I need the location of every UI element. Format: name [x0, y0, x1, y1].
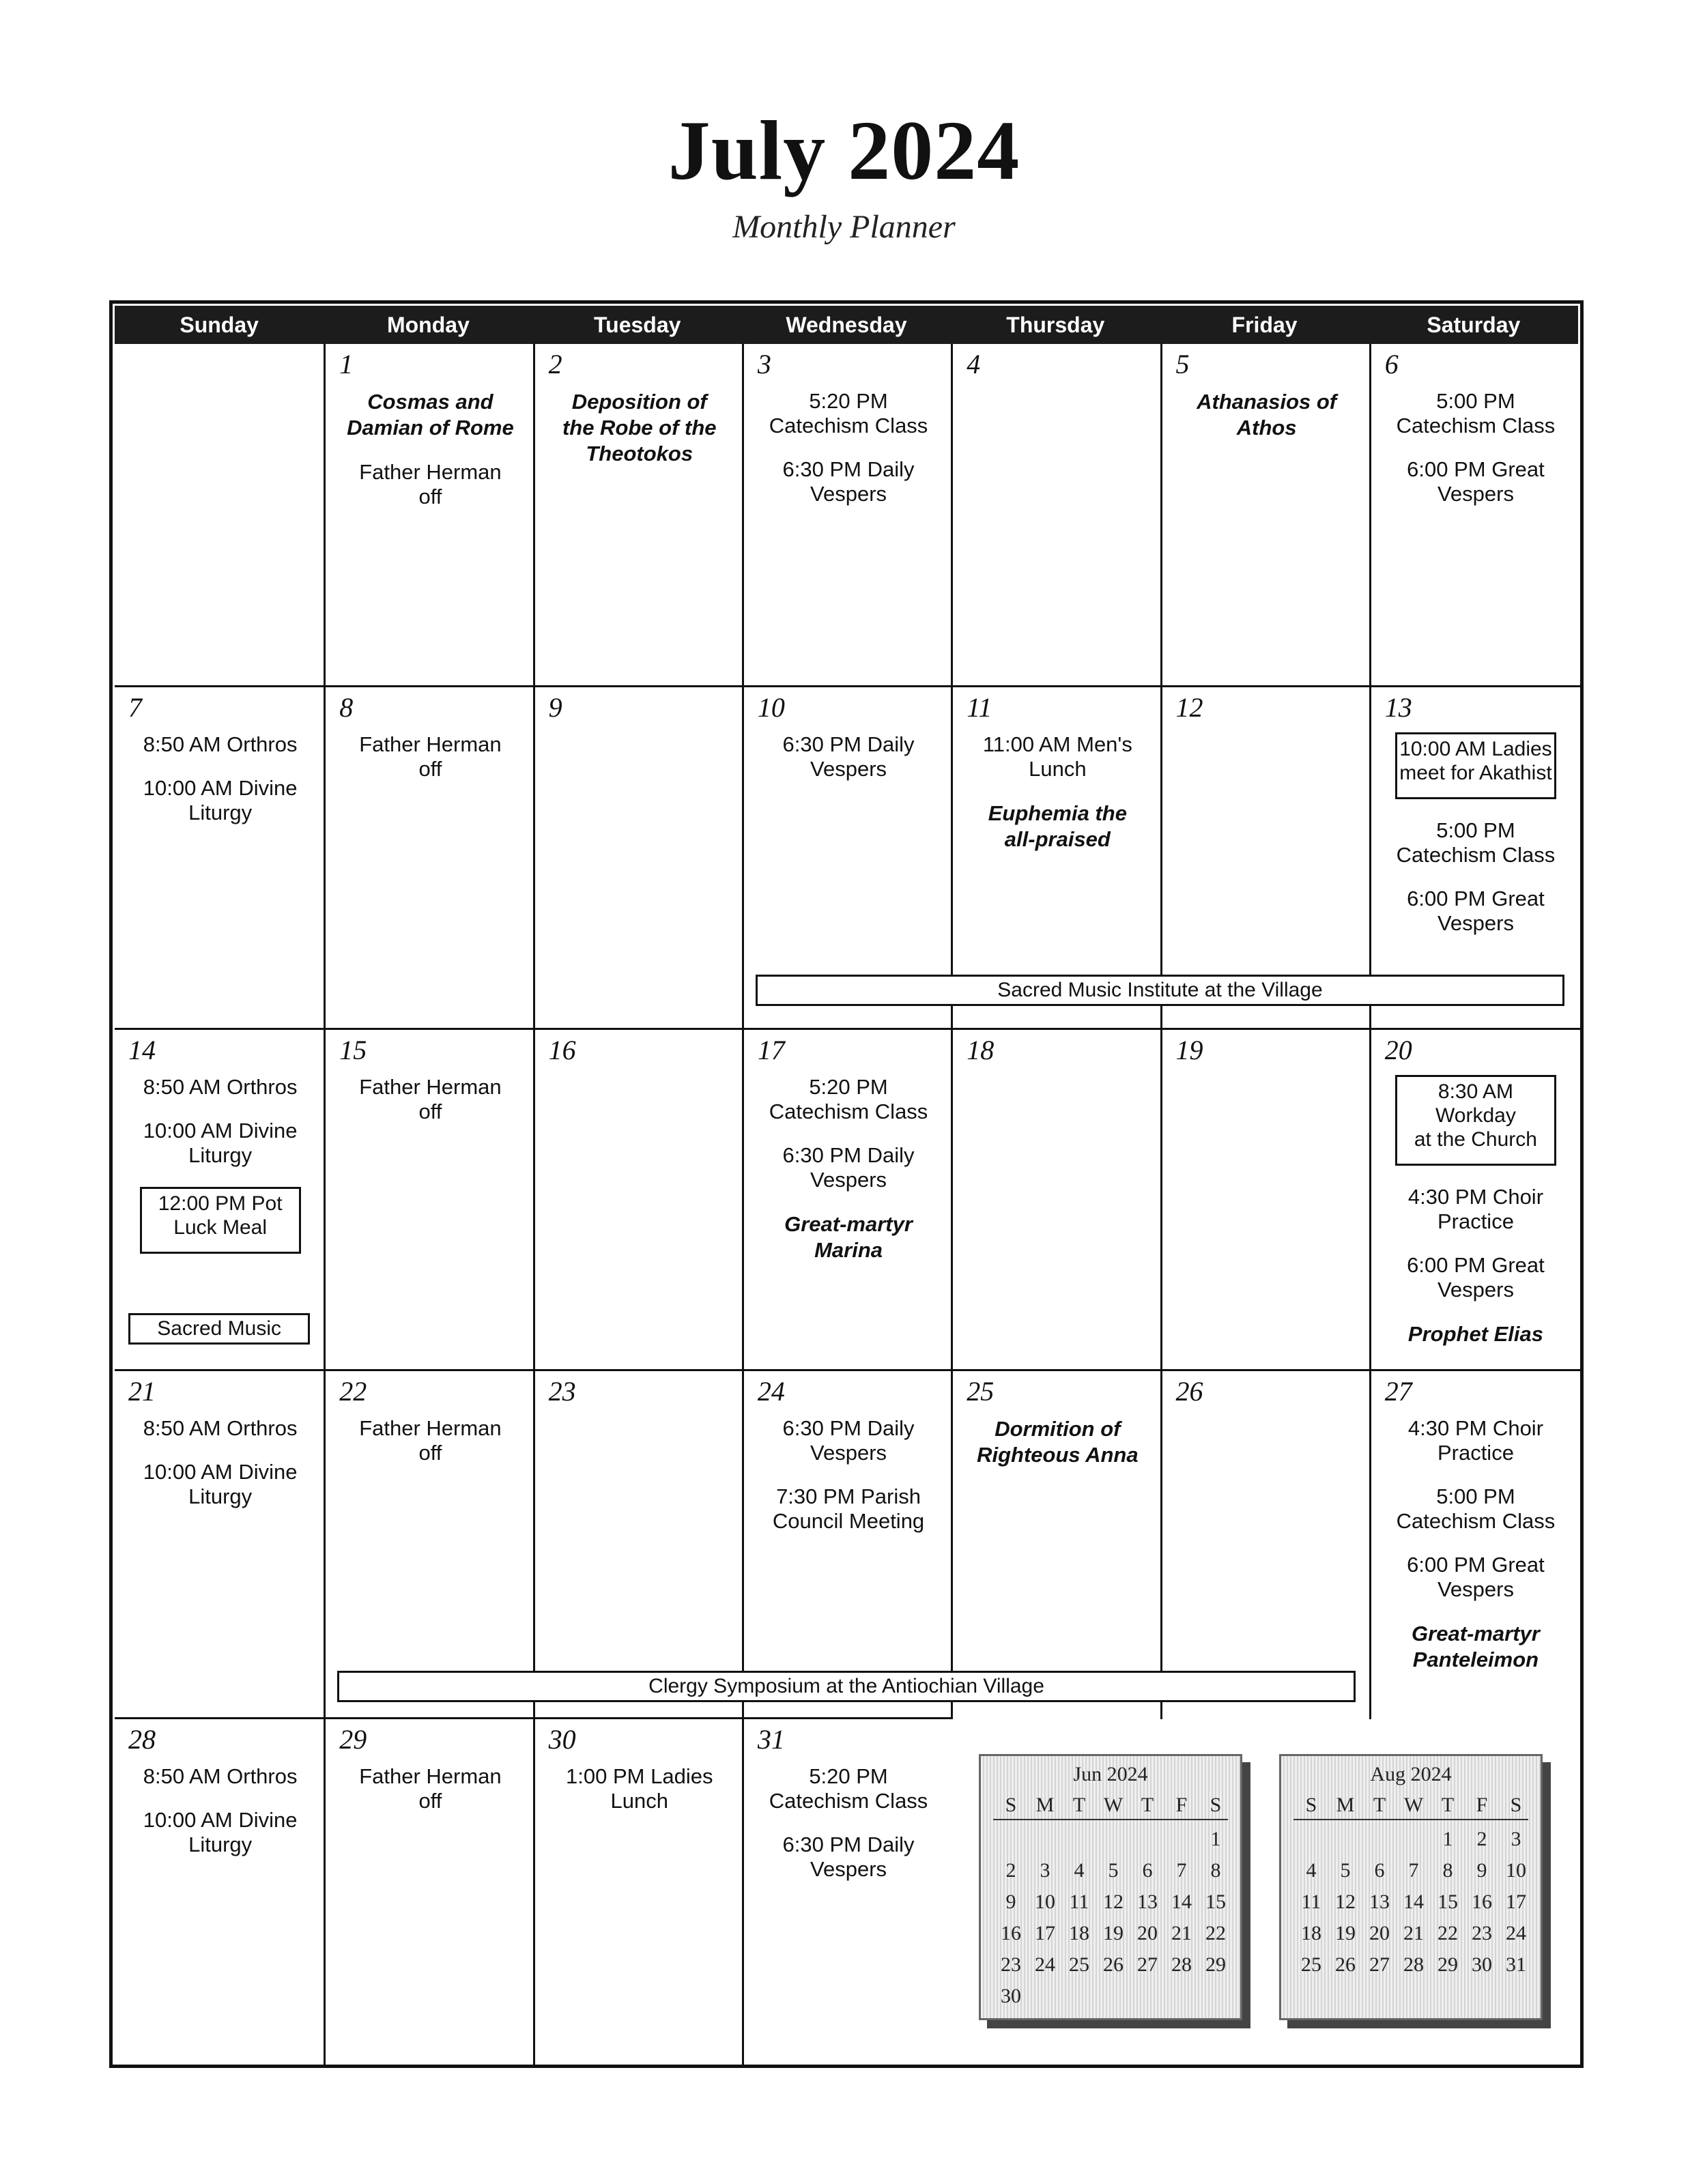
event-entry: 5:00 PM Catechism Class — [1396, 818, 1556, 867]
mini-day: 1 — [1442, 1828, 1453, 1850]
day-cell[interactable] — [324, 685, 534, 1030]
mini-weekday-letter: F — [1175, 1794, 1188, 1816]
mini-day: 20 — [1369, 1922, 1390, 1944]
mini-calendar-row — [1293, 1887, 1528, 1919]
mini-day: 6 — [1374, 1859, 1385, 1882]
day-cell[interactable] — [533, 1028, 744, 1371]
boxed-event: 10:00 AM Ladies meet for Akathist — [1395, 732, 1556, 799]
event-entry: 6:30 PM Daily Vespers — [782, 1833, 915, 1881]
mini-weekday-letter: T — [1441, 1794, 1455, 1816]
mini-calendar-weekdays — [993, 1792, 1228, 1820]
mini-calendar-row — [993, 1824, 1228, 1856]
event-entry: 7:30 PM Parish Council Meeting — [772, 1484, 925, 1533]
mini-day: 6 — [1142, 1859, 1153, 1882]
weekday-header — [115, 306, 1578, 344]
day-number: 8 — [339, 692, 354, 723]
mini-day: 13 — [1137, 1891, 1158, 1913]
event-entry: 10:00 AM Divine Liturgy — [143, 1119, 298, 1167]
day-events — [1377, 1416, 1575, 1692]
feast-day-label: Cosmas and Damian of Rome — [347, 390, 514, 440]
day-cell[interactable] — [115, 344, 326, 687]
mini-weekday-letter: M — [1035, 1794, 1055, 1816]
mini-day: 19 — [1335, 1922, 1356, 1944]
day-cell[interactable] — [1160, 1028, 1371, 1371]
day-events — [749, 1764, 947, 1901]
event-entry: 6:00 PM Great Vespers — [1407, 1553, 1545, 1601]
weekday-friday: Friday — [1231, 313, 1298, 337]
event-entry: 6:00 PM Great Vespers — [1407, 457, 1545, 506]
day-events — [958, 1416, 1156, 1487]
day-number: 28 — [128, 1724, 156, 1755]
mini-day: 2 — [1005, 1859, 1016, 1882]
mini-day: 10 — [1035, 1891, 1055, 1913]
event-entry: 6:30 PM Daily Vespers — [782, 457, 915, 506]
event-entry: 4:30 PM Choir Practice — [1407, 1185, 1544, 1233]
day-number: 20 — [1384, 1035, 1412, 1065]
event-entry: Father Herman off — [359, 460, 502, 508]
day-events — [749, 1075, 947, 1282]
mini-day: 31 — [1506, 1953, 1526, 1976]
event-entry: 8:50 AM Orthros — [143, 1075, 298, 1099]
day-events — [331, 732, 529, 801]
day-events — [331, 389, 529, 528]
mini-day: 3 — [1040, 1859, 1050, 1882]
day-number: 9 — [548, 692, 562, 723]
event-entry: 6:30 PM Daily Vespers — [782, 732, 915, 781]
day-events — [120, 1416, 320, 1528]
mini-day: 27 — [1369, 1953, 1390, 1976]
mini-day: 22 — [1205, 1922, 1226, 1944]
day-cell[interactable] — [533, 1717, 744, 2065]
mini-calendar-row — [1293, 1919, 1528, 1950]
feast-day-label: Euphemia the all-praised — [988, 801, 1127, 851]
mini-calendar — [979, 1754, 1242, 2020]
mini-day: 19 — [1103, 1922, 1124, 1944]
day-number: 13 — [1384, 692, 1412, 723]
day-cell[interactable] — [1369, 1028, 1580, 1371]
day-events — [331, 1764, 529, 1833]
mini-day: 4 — [1306, 1859, 1317, 1882]
day-events — [749, 389, 947, 526]
day-number: 25 — [967, 1376, 995, 1407]
feast-day-label: Great-martyr Marina — [784, 1212, 913, 1262]
mini-day: 11 — [1069, 1891, 1089, 1913]
day-cell[interactable] — [1369, 1369, 1580, 1719]
mini-day: 28 — [1171, 1953, 1192, 1976]
mini-weekday-letter: S — [1210, 1794, 1222, 1816]
day-number: 18 — [967, 1035, 995, 1065]
mini-weekday-letter: F — [1476, 1794, 1488, 1816]
day-number: 10 — [757, 692, 785, 723]
day-number: 3 — [757, 349, 771, 379]
mini-weekday-letter: M — [1336, 1794, 1355, 1816]
feast-day-label: Athanasios of Athos — [1197, 390, 1337, 440]
mini-weekday-letter: T — [1072, 1794, 1086, 1816]
day-cell[interactable] — [951, 344, 1162, 687]
mini-day: 26 — [1335, 1953, 1356, 1976]
event-entry: 11:00 AM Men's Lunch — [982, 732, 1132, 781]
mini-day: 9 — [1005, 1891, 1016, 1913]
day-cell[interactable] — [533, 685, 744, 1030]
page-subtitle: Monthly Planner — [732, 209, 956, 245]
event-banner[interactable]: Sacred Music — [128, 1313, 310, 1345]
mini-calendar-row — [993, 1856, 1228, 1887]
day-cell[interactable] — [324, 344, 534, 687]
event-entry: 6:30 PM Daily Vespers — [782, 1416, 915, 1465]
weekday-saturday: Saturday — [1427, 313, 1521, 337]
day-events — [331, 1075, 529, 1143]
day-events — [1377, 389, 1575, 526]
day-events — [120, 732, 320, 844]
mini-day: 17 — [1035, 1922, 1055, 1944]
day-cell[interactable] — [742, 344, 953, 687]
mini-day: 8 — [1210, 1859, 1221, 1882]
mini-day: 25 — [1301, 1953, 1321, 1976]
event-entry: 10:00 AM Divine Liturgy — [143, 1808, 298, 1856]
day-events — [331, 1416, 529, 1484]
event-entry: 10:00 AM Divine Liturgy — [143, 776, 298, 824]
mini-weekday-letter: S — [1005, 1794, 1017, 1816]
mini-day: 24 — [1035, 1953, 1055, 1976]
weekday-thursday: Thursday — [1006, 313, 1105, 337]
day-events — [958, 732, 1156, 872]
day-events — [749, 1416, 947, 1553]
mini-weekday-letter: S — [1305, 1794, 1317, 1816]
weekday-monday: Monday — [386, 313, 470, 337]
mini-day: 27 — [1137, 1953, 1158, 1976]
mini-day: 15 — [1437, 1891, 1458, 1913]
day-number: 4 — [967, 349, 981, 379]
day-cell[interactable] — [324, 1028, 534, 1371]
day-number: 30 — [548, 1724, 576, 1755]
day-events — [120, 1075, 320, 1273]
event-entry: 5:20 PM Catechism Class — [769, 1764, 928, 1813]
weekday-tuesday: Tuesday — [593, 313, 681, 337]
mini-day: 24 — [1506, 1922, 1526, 1944]
day-events — [120, 1764, 320, 1876]
mini-day: 13 — [1369, 1891, 1390, 1913]
mini-calendar-row — [993, 1919, 1228, 1950]
mini-day: 23 — [1001, 1953, 1021, 1976]
mini-day: 30 — [1001, 1985, 1021, 2007]
mini-weekday-letter: T — [1141, 1794, 1154, 1816]
day-number: 11 — [967, 692, 992, 723]
mini-calendar — [1279, 1754, 1543, 2020]
mini-day: 3 — [1511, 1828, 1521, 1850]
day-number: 27 — [1384, 1376, 1412, 1407]
day-number: 5 — [1175, 349, 1190, 379]
day-number: 6 — [1384, 349, 1399, 379]
day-events — [1168, 389, 1366, 460]
day-number: 12 — [1175, 692, 1203, 723]
mini-weekday-letter: W — [1403, 1794, 1424, 1816]
mini-day: 21 — [1171, 1922, 1192, 1944]
event-entry: 5:00 PM Catechism Class — [1396, 389, 1556, 437]
event-entry: 6:30 PM Daily Vespers — [782, 1143, 915, 1192]
day-cell[interactable] — [115, 1717, 326, 2065]
day-cell[interactable] — [324, 1369, 534, 1719]
day-number: 31 — [757, 1724, 785, 1755]
boxed-event: 8:30 AM Workday at the Church — [1395, 1075, 1556, 1166]
day-events — [749, 732, 947, 801]
event-entry: 8:50 AM Orthros — [143, 1764, 298, 1788]
boxed-event: 12:00 PM Pot Luck Meal — [140, 1187, 301, 1254]
day-cell[interactable] — [533, 1369, 744, 1719]
mini-day: 15 — [1205, 1891, 1226, 1913]
mini-day: 14 — [1403, 1891, 1424, 1913]
mini-calendar-row — [1293, 1950, 1528, 1981]
event-entry: 5:20 PM Catechism Class — [769, 1075, 928, 1123]
day-cell[interactable] — [1369, 344, 1580, 687]
event-entry: 8:50 AM Orthros — [143, 1416, 298, 1440]
event-entry: 8:50 AM Orthros — [143, 732, 298, 756]
mini-day: 14 — [1171, 1891, 1192, 1913]
event-entry: Father Herman off — [359, 732, 502, 781]
event-entry: 6:00 PM Great Vespers — [1407, 1253, 1545, 1302]
day-number: 19 — [1175, 1035, 1203, 1065]
day-events — [541, 1764, 739, 1833]
mini-day: 28 — [1403, 1953, 1424, 1976]
mini-day: 2 — [1476, 1828, 1487, 1850]
day-number: 16 — [548, 1035, 576, 1065]
weekday-wednesday: Wednesday — [786, 313, 907, 337]
mini-day: 9 — [1476, 1859, 1487, 1882]
day-number: 7 — [128, 692, 142, 723]
day-number: 2 — [548, 349, 562, 379]
day-cell[interactable] — [1160, 344, 1371, 687]
day-number: 24 — [757, 1376, 785, 1407]
day-number: 1 — [339, 349, 354, 379]
mini-day: 22 — [1437, 1922, 1458, 1944]
day-cell[interactable] — [115, 685, 326, 1030]
day-cell[interactable] — [742, 1717, 953, 2065]
mini-calendar-title: Aug 2024 — [1370, 1763, 1452, 1785]
day-number: 17 — [757, 1035, 785, 1065]
mini-weekday-letter: W — [1103, 1794, 1124, 1816]
mini-day: 5 — [1340, 1859, 1351, 1882]
event-entry: 4:30 PM Choir Practice — [1407, 1416, 1544, 1465]
mini-day: 17 — [1506, 1891, 1526, 1913]
mini-weekday-letter: S — [1510, 1794, 1522, 1816]
mini-day: 25 — [1069, 1953, 1089, 1976]
mini-day: 16 — [1001, 1922, 1021, 1944]
day-cell[interactable] — [533, 344, 744, 687]
mini-day: 29 — [1205, 1953, 1226, 1976]
mini-day: 20 — [1137, 1922, 1158, 1944]
mini-weekday-letter: T — [1373, 1794, 1386, 1816]
mini-calendar-weekdays — [1293, 1792, 1528, 1820]
day-number: 26 — [1175, 1376, 1203, 1407]
mini-calendar-title: Jun 2024 — [1073, 1763, 1148, 1785]
mini-day: 21 — [1403, 1922, 1424, 1944]
day-number: 21 — [128, 1376, 156, 1407]
mini-day: 11 — [1301, 1891, 1321, 1913]
day-number: 15 — [339, 1035, 367, 1065]
mini-day: 10 — [1506, 1859, 1526, 1882]
mini-day: 23 — [1472, 1922, 1492, 1944]
mini-day: 8 — [1442, 1859, 1453, 1882]
mini-calendar-row — [1293, 1856, 1528, 1887]
mini-calendar-row — [993, 1950, 1228, 1981]
feast-day-label: Great-martyr Panteleimon — [1412, 1622, 1540, 1671]
day-events — [541, 389, 739, 486]
event-entry: Father Herman off — [359, 1075, 502, 1123]
day-events — [1377, 1075, 1575, 1366]
mini-day: 16 — [1472, 1891, 1492, 1913]
mini-day: 4 — [1074, 1859, 1085, 1882]
mini-day: 7 — [1408, 1859, 1419, 1882]
page-title: July 2024 — [668, 104, 1020, 197]
weekday-sunday: Sunday — [180, 313, 259, 337]
day-cell[interactable] — [742, 1028, 953, 1371]
event-entry: 5:20 PM Catechism Class — [769, 389, 928, 437]
mini-day: 30 — [1472, 1953, 1492, 1976]
feast-day-label: Prophet Elias — [1407, 1322, 1543, 1346]
mini-day: 1 — [1210, 1828, 1221, 1850]
mini-day: 7 — [1176, 1859, 1187, 1882]
event-banner[interactable]: Clergy Symposium at the Antiochian Village — [337, 1671, 1356, 1702]
day-cell[interactable] — [324, 1717, 534, 2065]
day-cell[interactable] — [115, 1369, 326, 1719]
mini-calendar-row — [993, 1887, 1228, 1919]
event-entry: Father Herman off — [359, 1416, 502, 1465]
event-entry: 1:00 PM Ladies Lunch — [566, 1764, 713, 1813]
mini-day: 12 — [1335, 1891, 1356, 1913]
mini-day: 18 — [1069, 1922, 1089, 1944]
mini-day: 29 — [1437, 1953, 1458, 1976]
day-events — [1377, 732, 1575, 955]
event-entry: Father Herman off — [359, 1764, 502, 1813]
day-cell[interactable] — [951, 1369, 1162, 1719]
day-cell[interactable] — [742, 1369, 953, 1719]
day-number: 22 — [339, 1376, 367, 1407]
mini-calendar-row — [993, 1981, 1228, 2013]
mini-calendar-row — [1293, 1824, 1528, 1856]
feast-day-label: Deposition of the Robe of the Theotokos — [562, 390, 717, 465]
feast-day-label: Dormition of Righteous Anna — [977, 1417, 1139, 1467]
event-banner[interactable]: Sacred Music Institute at the Village — [756, 975, 1564, 1006]
mini-day: 26 — [1103, 1953, 1124, 1976]
day-number: 14 — [128, 1035, 156, 1065]
mini-day: 18 — [1301, 1922, 1321, 1944]
mini-day: 12 — [1103, 1891, 1124, 1913]
day-cell[interactable] — [1160, 1369, 1371, 1719]
event-entry: 6:00 PM Great Vespers — [1407, 887, 1545, 935]
mini-day: 5 — [1108, 1859, 1119, 1882]
event-entry: 10:00 AM Divine Liturgy — [143, 1460, 298, 1508]
day-cell[interactable] — [951, 1028, 1162, 1371]
day-number: 23 — [548, 1376, 576, 1407]
event-entry: 5:00 PM Catechism Class — [1396, 1484, 1556, 1533]
day-number: 29 — [339, 1724, 367, 1755]
